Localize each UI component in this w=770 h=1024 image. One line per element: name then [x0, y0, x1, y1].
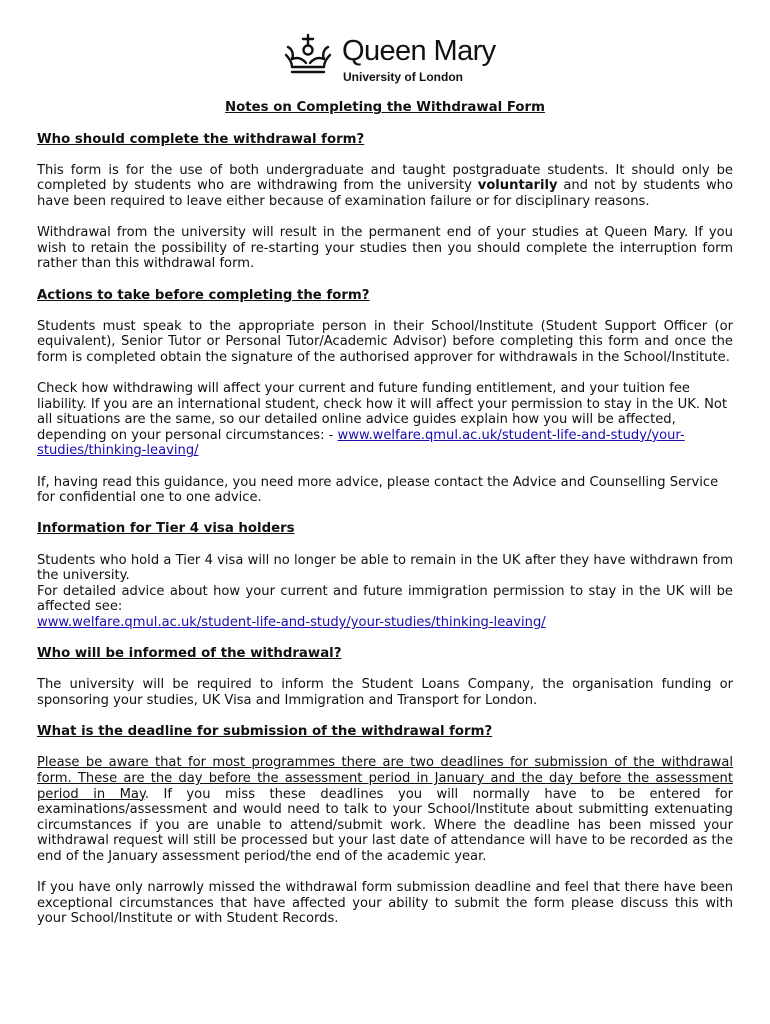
- university-logo: [282, 33, 502, 87]
- paragraph: Withdrawal from the university will result in the permanent end of your studies at Queen Mary. If you wish to retain the possibility of re-starting your studies then you should complete the interruption form rather than this withdrawal form.: [37, 225, 733, 272]
- section-heading-deadline: What is the deadline for submission of the withdrawal form?: [37, 724, 493, 740]
- emphasis-text: voluntarily: [477, 178, 558, 194]
- welfare-advice-link[interactable]: www.welfare.qmul.ac.uk/student-life-and-study/your-studies/thinking-leaving/: [37, 427, 685, 459]
- page-title: Notes on Completing the Withdrawal Form: [225, 100, 545, 115]
- logo-name: Queen Mary: [342, 35, 496, 67]
- paragraph-text: and not by students who have been required to leave either because of examination failure or for disciplinary reasons.: [37, 178, 733, 209]
- section-heading-tier4: Information for Tier 4 visa holders: [37, 521, 295, 537]
- paragraph: [37, 163, 733, 210]
- tier4-advice-link[interactable]: www.welfare.qmul.ac.uk/student-life-and-study/your-studies/thinking-leaving/: [37, 615, 546, 630]
- paragraph: Students must speak to the appropriate person in their School/Institute (Student Support Officer (or equivalent), Senior Tutor or Personal Tutor/Academic Advisor) before completing this form and once the form is completed obtain the signature of the authorised approver for withdrawals in the School/Institute.: [37, 318, 733, 365]
- paragraph-text: . If you miss these deadlines you will normally have to be entered for examinations/assessment and would need to talk to your School/Institute about submitting extenuating circumstances if you are unable to attend/submit work. Where the deadline has been missed your withdrawal request will still be processed but your last date of attendance will have to be recorded as the end of the January assessment period/the end of the academic year.: [37, 786, 733, 864]
- logo-subtitle: University of London: [343, 70, 463, 84]
- paragraph: [37, 755, 733, 864]
- section-heading-who-should-complete: Who should complete the withdrawal form?: [37, 131, 365, 147]
- paragraph: If, having read this guidance, you need more advice, please contact the Advice and Counselling Service for confidential one to one advice.: [37, 474, 719, 506]
- paragraph: [37, 553, 733, 631]
- paragraph-text: Check how withdrawing will affect your current and future funding entitlement, and your tuition fee liability. If you are an international student, check how it will affect your permission to stay in the UK. Not all situations are the same, so our detailed online advice guides explain how you will be affected, depending on your personal circumstances: -: [37, 381, 728, 443]
- paragraph-text: For detailed advice about how your current and future immigration permission to stay in the UK will be affected see:: [37, 583, 733, 615]
- section-heading-who-informed: Who will be informed of the withdrawal?: [37, 646, 342, 662]
- paragraph: If you have only narrowly missed the withdrawal form submission deadline and feel that there have been exceptional circumstances that have affected your ability to submit the form please discuss this with your School/Institute or with Student Records.: [37, 880, 733, 927]
- paragraph-text: This form is for the use of both undergraduate and taught postgraduate students. It should only be completed by students who are withdrawing from the university: [37, 162, 733, 194]
- document-body: [37, 100, 733, 942]
- paragraph: The university will be required to inform the Student Loans Company, the organisation funding or sponsoring your studies, UK Visa and Immigration and Transport for London.: [37, 677, 733, 708]
- paragraph-text: Students who hold a Tier 4 visa will no longer be able to remain in the UK after they have withdrawn from the university.: [37, 552, 733, 584]
- paragraph: [37, 381, 733, 459]
- section-heading-actions: Actions to take before completing the form?: [37, 287, 370, 303]
- crown-logo-icon: [282, 33, 334, 75]
- underlined-text: Please be aware that for most programmes there are two deadlines for submission of the withdrawal form. These are the day before the assessment period in January and the day before the assessment period in May: [37, 755, 733, 802]
